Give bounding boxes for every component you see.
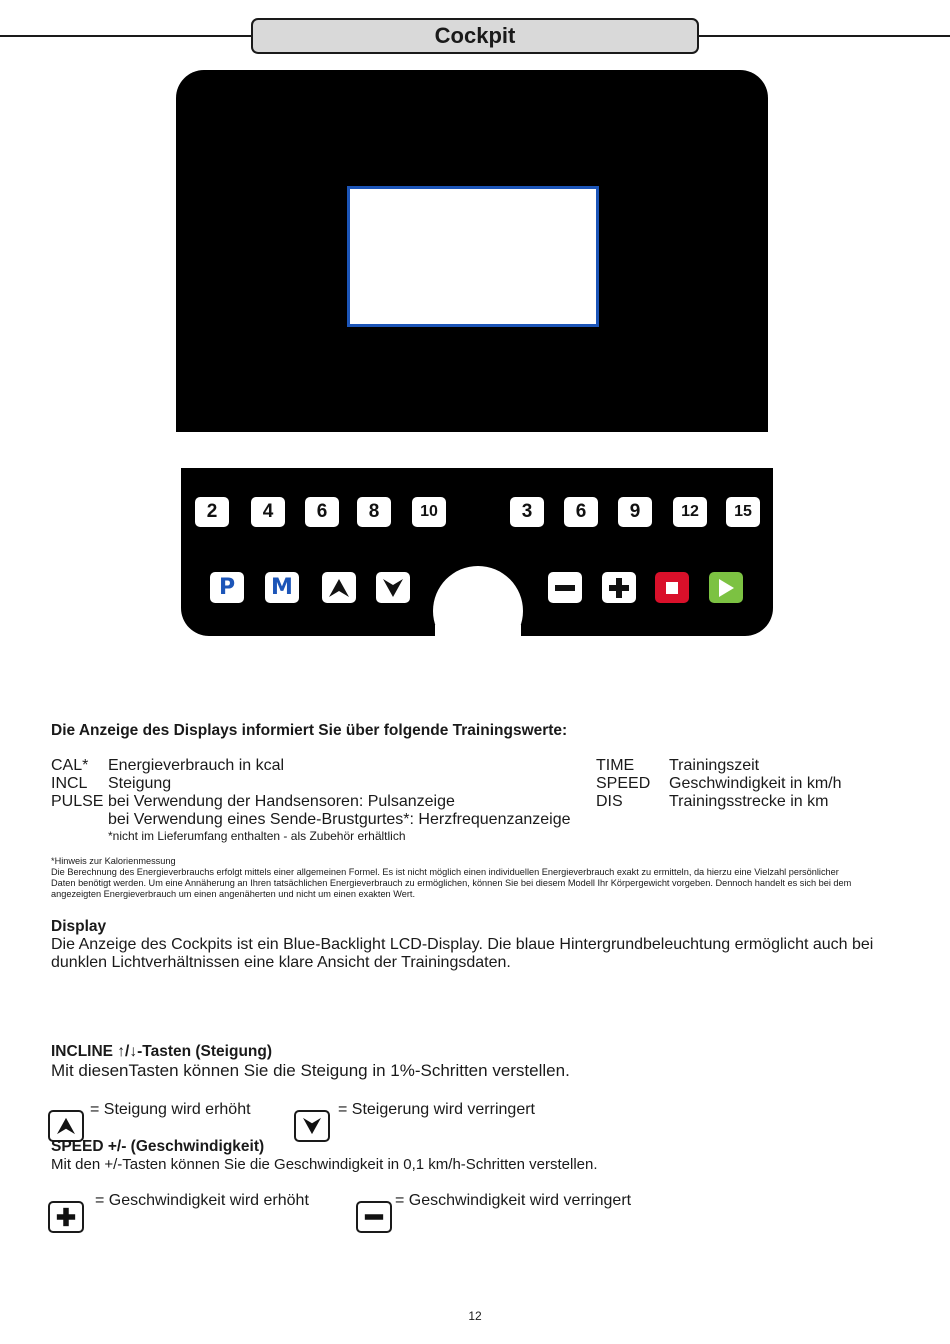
value-desc-cal: Energieverbrauch in kcal xyxy=(108,757,285,774)
minus-icon xyxy=(553,576,577,600)
quick-incline-key-4[interactable]: 4 xyxy=(251,497,285,527)
speed-text: Mit den +/-Tasten können Sie die Geschwindigkeit in 0,1 km/h-Schritten verstellen. xyxy=(51,1156,598,1173)
speed-minus-button[interactable] xyxy=(548,572,582,603)
calorie-note-line: angezeigten Energieverbrauch um einen angenäherten und nicht um einen exakten Wert. xyxy=(51,889,416,899)
page-number: 12 xyxy=(468,1309,482,1323)
arrow-up-icon xyxy=(328,578,350,598)
incline-down-button[interactable] xyxy=(376,572,410,603)
keypad-notch xyxy=(433,566,523,656)
value-abbr-time: TIME xyxy=(596,757,635,774)
pulse-accessory-note: *nicht im Lieferumfang enthalten - als Zubehör erhältlich xyxy=(108,829,406,843)
arrow-up-icon xyxy=(56,1117,76,1135)
quick-speed-key-15[interactable]: 15 xyxy=(726,497,760,527)
program-button[interactable] xyxy=(210,572,244,603)
quick-speed-key-12[interactable]: 12 xyxy=(673,497,707,527)
quick-speed-key-9[interactable]: 9 xyxy=(618,497,652,527)
manual-key-icon: M xyxy=(271,575,293,600)
calorie-note-line: Die Berechnung des Energieverbrauchs erfolgt mittels einer allgemeinen Formel. Es ist nicht möglich einen individuellen Energieverbrauch exakt zu ermitteln, da hierzu eine Vielzahl persönlicher xyxy=(51,867,839,877)
value-desc-time: Trainingszeit xyxy=(669,757,760,774)
arrow-down-icon xyxy=(302,1117,322,1135)
quick-incline-key-6[interactable]: 6 xyxy=(305,497,339,527)
value-abbr-speed: SPEED xyxy=(596,775,651,792)
incline-up-legend: = Steigung wird erhöht xyxy=(90,1101,251,1118)
quick-incline-key-2[interactable]: 2 xyxy=(195,497,229,527)
speed-minus-legend: = Geschwindigkeit wird verringert xyxy=(395,1192,632,1209)
play-icon xyxy=(717,578,735,598)
stop-icon xyxy=(665,581,679,595)
training-values-heading: Die Anzeige des Displays informiert Sie über folgende Trainingswerte: xyxy=(51,722,568,739)
program-key-icon: P xyxy=(218,575,236,600)
value-desc-pulse: bei Verwendung der Handsensoren: Pulsanzeige xyxy=(108,793,455,810)
quick-speed-key-3[interactable]: 3 xyxy=(510,497,544,527)
start-button[interactable] xyxy=(709,572,743,603)
stop-button[interactable] xyxy=(655,572,689,603)
speed-plus-button[interactable] xyxy=(602,572,636,603)
value-desc-speed: Geschwindigkeit in km/h xyxy=(669,775,842,792)
page-title: Cockpit xyxy=(251,18,699,54)
display-text-line: Die Anzeige des Cockpits ist ein Blue-Backlight LCD-Display. Die blaue Hintergrundbeleuchtung ermöglicht auch bei xyxy=(51,936,874,953)
incline-down-legend: = Steigerung wird verringert xyxy=(338,1101,535,1118)
display-text-line: dunklen Lichtverhältnissen eine klare Ansicht der Trainingsdaten. xyxy=(51,954,511,971)
legend-speed-minus-key xyxy=(356,1201,392,1233)
quick-speed-key-6[interactable]: 6 xyxy=(564,497,598,527)
value-abbr-incl: INCL xyxy=(51,775,88,792)
lcd-display xyxy=(347,186,599,327)
legend-speed-plus-key xyxy=(48,1201,84,1233)
arrow-down-icon xyxy=(382,578,404,598)
quick-incline-key-8[interactable]: 8 xyxy=(357,497,391,527)
quick-incline-key-10[interactable]: 10 xyxy=(412,497,446,527)
value-desc-incl: Steigung xyxy=(108,775,172,792)
display-heading: Display xyxy=(51,918,107,935)
incline-text: Mit diesenTasten können Sie die Steigung in 1%-Schritten verstellen. xyxy=(51,1061,570,1080)
header-rule-left xyxy=(0,35,252,37)
plus-icon xyxy=(55,1206,77,1228)
plus-icon xyxy=(607,576,631,600)
speed-heading: SPEED +/- (Geschwindigkeit) xyxy=(51,1138,265,1155)
speed-plus-legend: = Geschwindigkeit wird erhöht xyxy=(95,1192,309,1209)
minus-icon xyxy=(363,1206,385,1228)
value-desc-pulse-chest: bei Verwendung eines Sende-Brustgurtes*: Herzfrequenzanzeige xyxy=(108,811,571,828)
value-abbr-cal: CAL* xyxy=(51,757,89,774)
incline-up-button[interactable] xyxy=(322,572,356,603)
incline-heading: INCLINE ↑/↓-Tasten (Steigung) xyxy=(51,1043,273,1060)
value-abbr-pulse: PULSE xyxy=(51,793,104,810)
value-desc-dis: Trainingsstrecke in km xyxy=(669,793,829,810)
calorie-note-line: Daten benötigt werden. Um eine Annäherung an Ihren tatsächlichen Energieverbrauch zu ermöglichen, können Sie bei diesem Modell Ihr Körpergewicht vorgeben. Dennoch handelt es sich bei dem xyxy=(51,878,852,888)
calorie-note-title: *Hinweis zur Kalorienmessung xyxy=(51,856,176,866)
legend-incline-down-key xyxy=(294,1110,330,1142)
header-rule-right xyxy=(697,35,950,37)
manual-button[interactable] xyxy=(265,572,299,603)
value-abbr-dis: DIS xyxy=(596,793,623,810)
